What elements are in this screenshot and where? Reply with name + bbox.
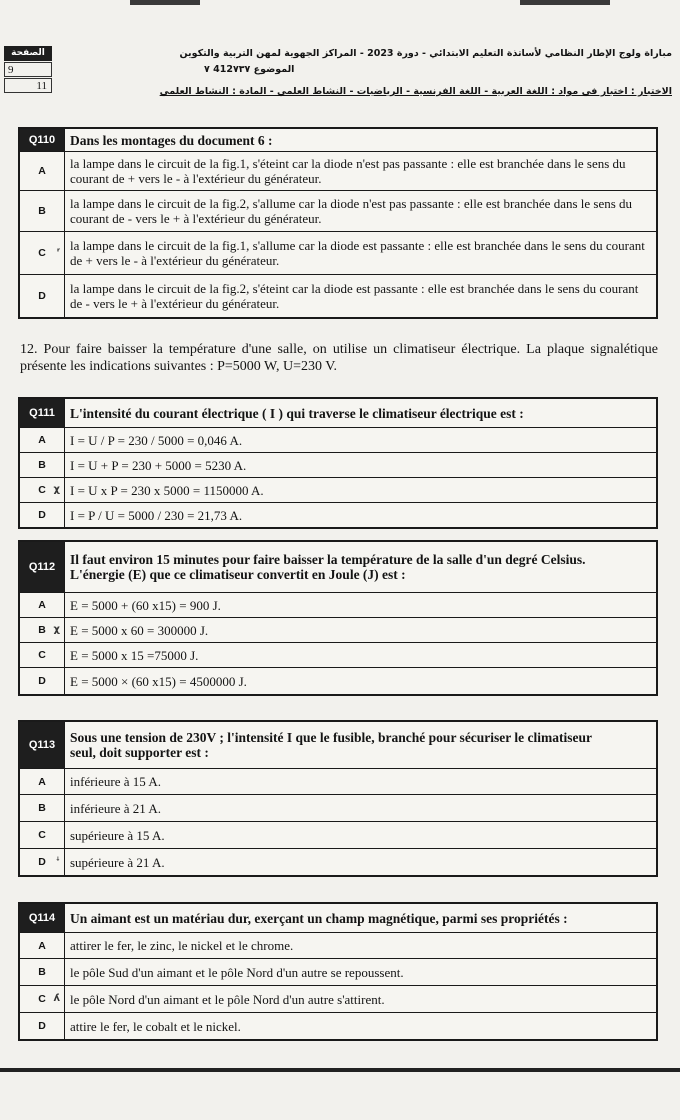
option-letter: D bbox=[20, 503, 65, 527]
option-text: la lampe dans le circuit de la fig.2, s'allume car la diode n'est pas passante : elle est branchée dans le sens du courant de - vers le + à l'extérieur du générateur. bbox=[70, 196, 633, 226]
option-row bbox=[20, 932, 656, 958]
option-text: E = 5000 x 60 = 300000 J. bbox=[70, 622, 209, 638]
question-q111 bbox=[18, 397, 658, 529]
question-q114 bbox=[18, 902, 658, 1041]
question-text: Un aimant est un matériau dur, exerçant un champ magnétique, parmi ses propriétés : bbox=[70, 910, 568, 926]
topic-line: الموضوع 412٧٣٧ ٧ bbox=[204, 64, 295, 75]
option-row bbox=[20, 231, 656, 274]
question-text: Dans les montages du document 6 : bbox=[70, 132, 273, 148]
exam-title: مباراة ولوج الإطار النظامي لأساتذة التعليم الابتدائي - دورة 2023 - المراكز الجهوية لمهن التربية والتكوين bbox=[179, 48, 672, 59]
option-text: I = U x P = 230 x 5000 = 1150000 A. bbox=[70, 482, 264, 498]
option-text: le pôle Nord d'un aimant et le pôle Nord d'un autre s'attirent. bbox=[70, 991, 385, 1007]
option-letter: C ʎ bbox=[20, 986, 65, 1012]
question-number: Q113 bbox=[20, 722, 65, 768]
option-row bbox=[20, 592, 656, 617]
question-text: L'intensité du courant électrique ( I ) qui traverse le climatiseur électrique est : bbox=[70, 405, 524, 421]
option-letter: D bbox=[20, 1013, 65, 1039]
exam-header bbox=[4, 46, 676, 108]
option-row bbox=[20, 821, 656, 848]
option-letter: A bbox=[20, 428, 65, 452]
option-row bbox=[20, 1012, 656, 1039]
option-letter: B bbox=[20, 191, 65, 231]
option-text: I = U + P = 230 + 5000 = 5230 A. bbox=[70, 457, 247, 473]
option-text: le pôle Sud d'un aimant et le pôle Nord d'un autre se repoussent. bbox=[70, 964, 404, 980]
subject-line: الاختبار : اختبار في مواد : اللغة العربية - اللغة الفرنسية - الرياضيات - النشاط العلمي - المادة : النشاط العلمي bbox=[159, 86, 672, 97]
option-row bbox=[20, 477, 656, 502]
handwritten-mark: ꜜ bbox=[56, 855, 60, 867]
option-text: E = 5000 + (60 x15) = 900 J. bbox=[70, 597, 221, 613]
handwritten-mark: χ bbox=[53, 483, 60, 495]
option-letter: C ʳ bbox=[20, 232, 65, 274]
option-text: la lampe dans le circuit de la fig.1, s'allume car la diode est passante : elle est branchée dans le sens du courant de + vers le - à l'extérieur du générateur. bbox=[70, 238, 645, 268]
option-text: inférieure à 21 A. bbox=[70, 800, 161, 816]
option-row bbox=[20, 617, 656, 642]
question-q110 bbox=[18, 127, 658, 319]
question-q113 bbox=[18, 720, 658, 877]
option-text: inférieure à 15 A. bbox=[70, 774, 161, 789]
question-number: Q111 bbox=[20, 399, 65, 427]
top-edge-rule bbox=[0, 0, 680, 8]
question-header bbox=[20, 542, 656, 592]
option-letter: B bbox=[20, 453, 65, 477]
handwritten-mark: χ bbox=[53, 623, 60, 635]
option-row bbox=[20, 794, 656, 821]
option-letter: B bbox=[20, 959, 65, 985]
option-text: E = 5000 × (60 x15) = 4500000 J. bbox=[70, 673, 247, 689]
question-text bbox=[65, 542, 656, 592]
question-number: Q112 bbox=[20, 542, 65, 592]
question-line: Sous une tension de 230V ; l'intensité I que le fusible, branché pour sécuriser le climatiseur bbox=[70, 730, 593, 745]
page-label: الصفحة bbox=[4, 46, 52, 61]
option-text: I = P / U = 5000 / 230 = 21,73 A. bbox=[70, 507, 243, 523]
option-letter: B bbox=[20, 795, 65, 821]
option-letter: D bbox=[20, 275, 65, 317]
question-line: Il faut environ 15 minutes pour faire baisser la température de la salle d'un degré Celsius. bbox=[70, 552, 586, 567]
option-text: supérieure à 21 A. bbox=[70, 854, 165, 870]
bottom-rule bbox=[0, 1068, 680, 1072]
question-line: L'énergie (E) que ce climatiseur convertit en Joule (J) est : bbox=[70, 567, 406, 582]
option-row bbox=[20, 642, 656, 667]
option-text: attire le fer, le cobalt et le nickel. bbox=[70, 1018, 241, 1034]
question-header bbox=[20, 129, 656, 151]
option-row bbox=[20, 151, 656, 190]
option-letter: C bbox=[20, 643, 65, 667]
option-text: supérieure à 15 A. bbox=[70, 827, 165, 843]
problem-statement: 12. Pour faire baisser la température d'une salle, on utilise un climatiseur électrique. La plaque signalétique présente les indications suivantes : P=5000 W, U=230 V. bbox=[20, 342, 658, 374]
question-header bbox=[20, 904, 656, 932]
question-q112 bbox=[18, 540, 658, 696]
option-row bbox=[20, 985, 656, 1012]
option-letter: B χ bbox=[20, 618, 65, 642]
option-letter: D ꜜ bbox=[20, 849, 65, 875]
option-letter: A bbox=[20, 593, 65, 617]
option-row bbox=[20, 848, 656, 875]
option-letter: D bbox=[20, 668, 65, 694]
question-number: Q110 bbox=[20, 129, 65, 151]
option-row bbox=[20, 958, 656, 985]
question-line: seul, doit supporter est : bbox=[70, 745, 209, 760]
handwritten-mark: ʎ bbox=[53, 992, 60, 1004]
option-letter: C χ bbox=[20, 478, 65, 502]
option-row bbox=[20, 768, 656, 794]
option-text: attirer le fer, le zinc, le nickel et le chrome. bbox=[70, 938, 294, 953]
question-header bbox=[20, 722, 656, 768]
option-text: I = U / P = 230 / 5000 = 0,046 A. bbox=[70, 432, 243, 448]
total-pages: 11 bbox=[4, 78, 52, 93]
option-row bbox=[20, 427, 656, 452]
option-letter: A bbox=[20, 933, 65, 958]
question-header bbox=[20, 399, 656, 427]
option-text: la lampe dans le circuit de la fig.1, s'éteint car la diode n'est pas passante : elle est branchée dans le sens du courant de + vers le - à l'extérieur du générateur. bbox=[70, 156, 626, 186]
option-letter: A bbox=[20, 769, 65, 794]
option-text: E = 5000 x 15 =75000 J. bbox=[70, 647, 199, 663]
question-text bbox=[65, 722, 656, 768]
handwritten-mark: ʳ bbox=[56, 246, 60, 258]
option-row bbox=[20, 274, 656, 317]
option-row bbox=[20, 502, 656, 527]
option-row bbox=[20, 452, 656, 477]
page-number: 9 bbox=[4, 62, 52, 77]
question-number: Q114 bbox=[20, 904, 65, 932]
option-letter: A bbox=[20, 152, 65, 190]
option-letter: C bbox=[20, 822, 65, 848]
option-row bbox=[20, 190, 656, 231]
option-row bbox=[20, 667, 656, 694]
option-text: la lampe dans le circuit de la fig.2, s'éteint car la diode est passante : elle est branchée dans le sens du courant de - vers le + à l'extérieur du générateur. bbox=[70, 281, 639, 311]
